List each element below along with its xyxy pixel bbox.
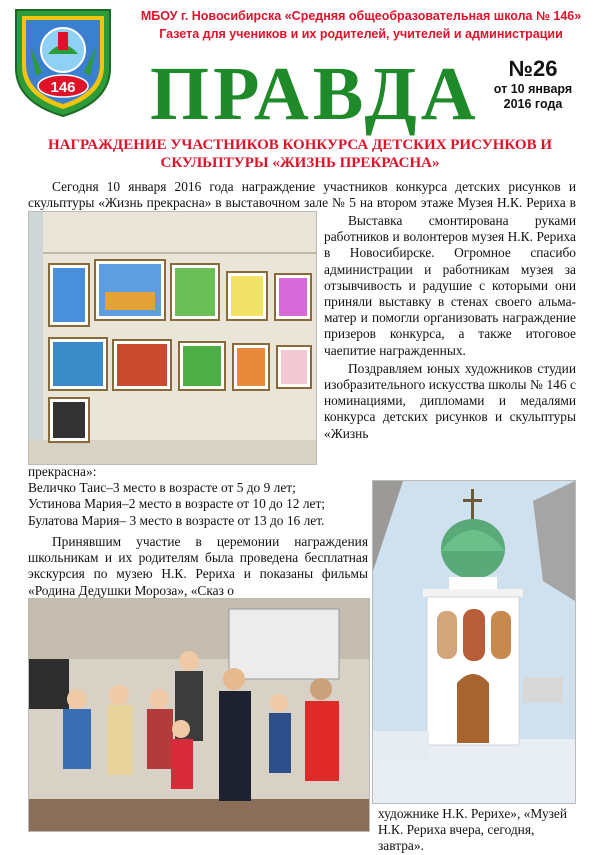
header-line-1: МБОУ г. Новосибирска «Средняя общеобразовательная школа № 146» [140,9,582,23]
ceremony-group-photo [28,598,370,832]
article-winners-block [28,464,373,529]
winner-1: Величко Таис–3 место в возрасте от 5 до 9 лет; [28,480,296,496]
article-headline [20,136,580,172]
article-right-column [324,213,576,442]
article-headline-line-1: НАГРАЖДЕНИЕ УЧАСТНИКОВ КОНКУРСА ДЕТСКИХ РИСУНКОВ И [47,137,553,153]
paragraph-text: Сегодня 10 января 2016 года награждение участников конкурса детских рисунков и скульптуры «Жизнь прекрасна» в выставочном зале № 5 на втором этаже Музея Н.К. Рериха в [28,179,576,211]
issue-date-line-2: 2016 года [503,97,563,111]
exhibition-photo [28,211,317,465]
article-paragraph-4-block [28,534,368,599]
issue-info [478,56,588,112]
emblem-number: 146 [50,79,76,96]
article-headline-line-2: СКУЛЬПТУРЫ «ЖИЗНЬ ПРЕКРАСНА» [160,155,440,171]
winner-3: Булатова Мария– 3 место в возрасте от 13 до 16 лет. [28,512,325,528]
school-emblem [8,6,118,118]
ceremony-group-photo-graphic [29,599,369,831]
newspaper-title: ПРАВДА [150,52,480,136]
article-paragraph-5-block [378,806,578,855]
chapel-photo-graphic [373,481,575,803]
issue-number: №26 [508,56,558,81]
article-paragraph-5: художнике Н.К. Рерихе», «Музей Н.К. Рериха вчера, сегодня, завтра». [378,806,568,854]
article-paragraph-3: Поздравляем юных художников студии изобразительного искусства школы № 146 с номинациями, дипломами и медалями конкурса детских рисунков и скульптуры «Жизнь [324,360,576,441]
header-line-2: Газета для учеников и их родителей, учителей и администрации [159,27,563,41]
article-paragraph-3-end: прекрасна»: [28,464,97,479]
exhibition-photo-graphic [29,212,316,464]
chapel-photo [372,480,576,804]
article-paragraph-4: Принявшим участие в церемонии награждения школьникам и их родителям была проведена бесплатная экскурсия по музею Н.К. Рериха и показаны фильмы «Родина Дедушки Мороза», «Сказ о [28,534,368,598]
emblem-graphic [8,6,118,118]
winner-2: Устинова Мария–2 место в возрасте от 10 до 12 лет; [28,496,326,512]
article-paragraph-2: Выставка смонтирована руками работников и волонтеров музея Н.К. Рериха в Новосибирске. Огромное спасибо администрации и работникам музея за отзывчивость и радушие с которыми они приняли выставку в стенах своего альма-матер и помогли организовать награждение призеров конкурса, а также итоговое чаепитие награжденных. [324,213,576,358]
issue-date-line-1: от 10 января [493,82,573,96]
